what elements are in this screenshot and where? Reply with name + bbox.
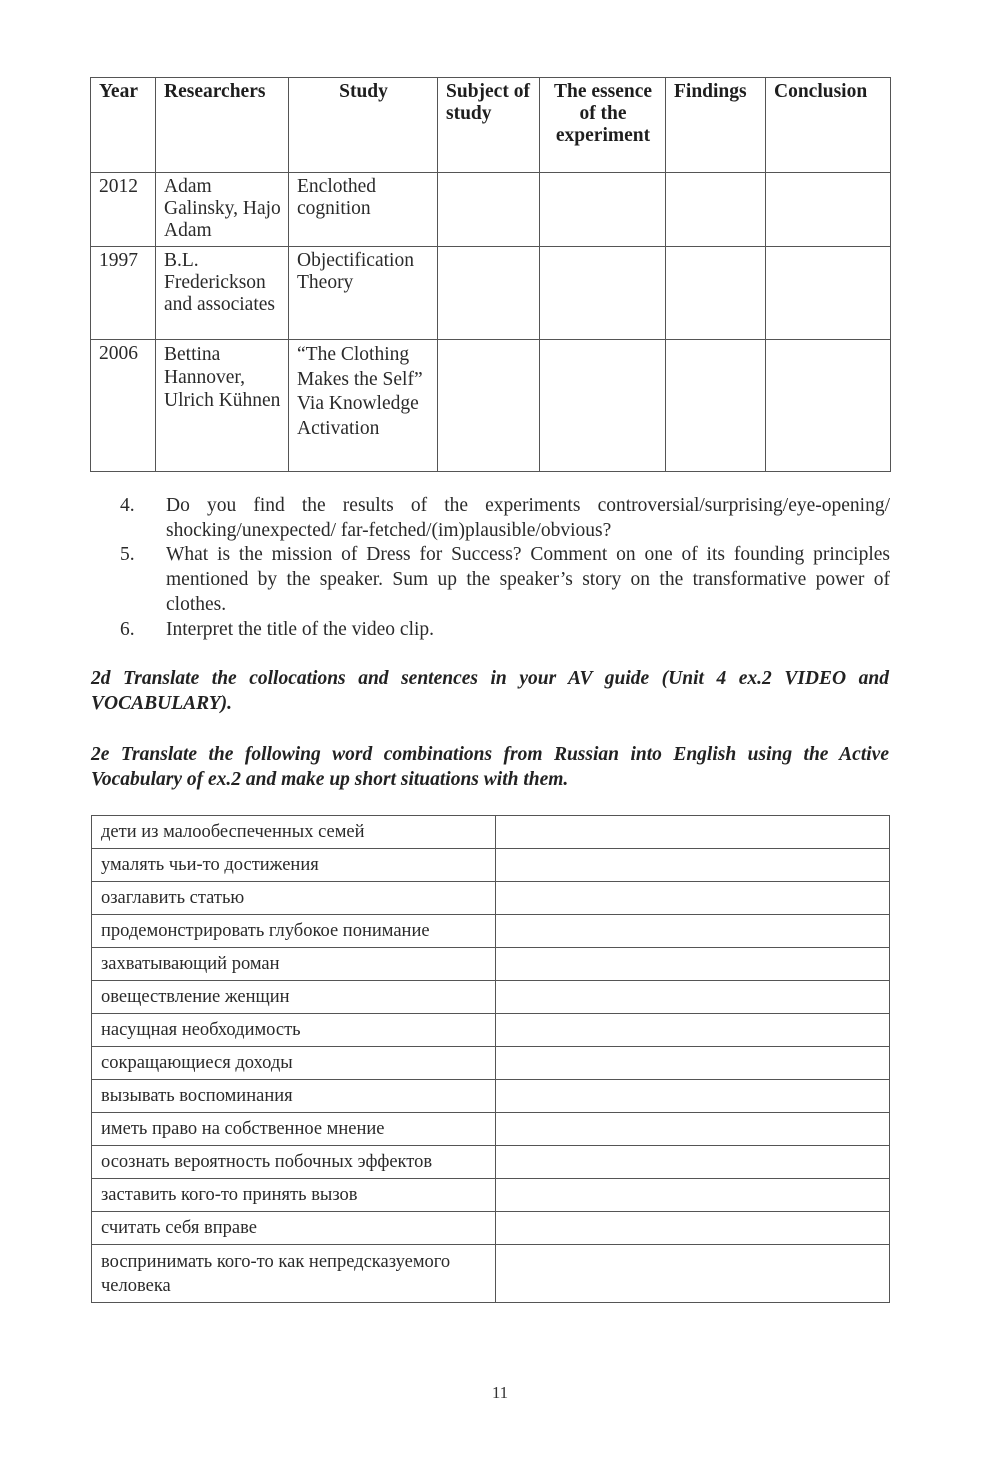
translation-cell[interactable]	[496, 1179, 890, 1212]
vocabulary-row	[92, 1179, 890, 1212]
vocabulary-table	[91, 815, 890, 1303]
header-conclusion: Conclusion	[766, 78, 891, 173]
vocabulary-row	[92, 1245, 890, 1303]
translation-cell[interactable]	[496, 1212, 890, 1245]
table-row	[91, 247, 891, 340]
translation-cell[interactable]	[496, 849, 890, 882]
vocabulary-row	[92, 1080, 890, 1113]
subject-cell[interactable]	[438, 173, 540, 247]
translation-cell[interactable]	[496, 981, 890, 1014]
findings-cell[interactable]	[666, 247, 766, 340]
question-number: 6.	[120, 618, 135, 640]
conclusion-cell[interactable]	[766, 340, 891, 472]
question-number: 5.	[120, 544, 135, 566]
vocabulary-row	[92, 948, 890, 981]
translation-cell[interactable]	[496, 1047, 890, 1080]
question-number: 4.	[120, 495, 135, 516]
study-cell: “The Clothing Makes the Self” Via Knowledge Activation	[289, 340, 438, 472]
russian-phrase: насущная необходимость	[92, 1014, 496, 1047]
vocabulary-row	[92, 981, 890, 1014]
translation-cell[interactable]	[496, 1014, 890, 1047]
essence-cell[interactable]	[540, 247, 666, 340]
translation-cell[interactable]	[496, 915, 890, 948]
subject-cell[interactable]	[438, 340, 540, 472]
question-list	[120, 494, 890, 642]
vocabulary-row	[92, 915, 890, 948]
vocabulary-row	[92, 849, 890, 882]
russian-phrase: воспринимать кого-то как непредсказуемого человека	[92, 1245, 496, 1303]
essence-cell[interactable]	[540, 340, 666, 472]
question-item	[120, 618, 890, 643]
translation-cell[interactable]	[496, 1113, 890, 1146]
vocabulary-row	[92, 882, 890, 915]
translation-cell[interactable]	[496, 882, 890, 915]
translation-cell[interactable]	[496, 1146, 890, 1179]
russian-phrase: осознать вероятность побочных эффектов	[92, 1146, 496, 1179]
translation-cell[interactable]	[496, 948, 890, 981]
task-2d-heading: 2d Translate the collocations and sentences in your AV guide (Unit 4 ex.2 VIDEO and VOCABULARY).	[91, 668, 889, 714]
page-number: 11	[491, 1383, 509, 1402]
table-row	[91, 340, 891, 472]
research-table	[90, 77, 891, 472]
year-cell: 2012	[91, 173, 156, 247]
russian-phrase: захватывающий роман	[92, 948, 496, 981]
russian-phrase: заставить кого-то принять вызов	[92, 1179, 496, 1212]
header-study: Study	[289, 78, 438, 173]
findings-cell[interactable]	[666, 173, 766, 247]
question-item	[120, 494, 890, 543]
header-essence: The essence of the experiment	[540, 78, 666, 173]
russian-phrase: вызывать воспоминания	[92, 1080, 496, 1113]
findings-cell[interactable]	[666, 340, 766, 472]
russian-phrase: сокращающиеся доходы	[92, 1047, 496, 1080]
study-cell: Objectification Theory	[289, 247, 438, 340]
question-text: Do you find the results of the experiments controversial/surprising/eye-opening/ shocking/unexpected/ far-fetched/(im)plausible/obvious?	[166, 495, 890, 541]
vocabulary-row	[92, 1113, 890, 1146]
year-cell: 1997	[91, 247, 156, 340]
researchers-cell: Bettina Hannover, Ulrich Kühnen	[156, 340, 289, 472]
russian-phrase: умалять чьи-то достижения	[92, 849, 496, 882]
study-cell: Enclothed cognition	[289, 173, 438, 247]
translation-cell[interactable]	[496, 816, 890, 849]
essence-cell[interactable]	[540, 173, 666, 247]
header-researchers: Researchers	[156, 78, 289, 173]
table-row	[91, 173, 891, 247]
question-item	[120, 543, 890, 617]
russian-phrase: иметь право на собственное мнение	[92, 1113, 496, 1146]
russian-phrase: дети из малообеспеченных семей	[92, 816, 496, 849]
table-header-row	[91, 78, 891, 173]
vocabulary-row	[92, 1146, 890, 1179]
vocabulary-row	[92, 1047, 890, 1080]
russian-phrase: озаглавить статью	[92, 882, 496, 915]
conclusion-cell[interactable]	[766, 173, 891, 247]
header-subject: Subject of study	[438, 78, 540, 173]
header-year: Year	[91, 78, 156, 173]
conclusion-cell[interactable]	[766, 247, 891, 340]
question-text: Interpret the title of the video clip.	[166, 618, 435, 640]
russian-phrase: овеществление женщин	[92, 981, 496, 1014]
vocabulary-row	[92, 1014, 890, 1047]
year-cell: 2006	[91, 340, 156, 472]
vocabulary-row	[92, 1212, 890, 1245]
researchers-cell: B.L. Frederickson and associates	[156, 247, 289, 340]
translation-cell[interactable]	[496, 1245, 890, 1303]
subject-cell[interactable]	[438, 247, 540, 340]
translation-cell[interactable]	[496, 1080, 890, 1113]
russian-phrase: продемонстрировать глубокое понимание	[92, 915, 496, 948]
researchers-cell: Adam Galinsky, Hajo Adam	[156, 173, 289, 247]
task-2e-heading: 2e Translate the following word combinations from Russian into English using the Active Vocabulary of ex.2 and make up short situations with them.	[91, 744, 889, 790]
header-findings: Findings	[666, 78, 766, 173]
question-text: What is the mission of Dress for Success? Comment on one of its founding principles mentioned by the speaker. Sum up the speaker’s story on the transformative power of clothes.	[166, 544, 890, 615]
russian-phrase: считать себя вправе	[92, 1212, 496, 1245]
vocabulary-row	[92, 816, 890, 849]
